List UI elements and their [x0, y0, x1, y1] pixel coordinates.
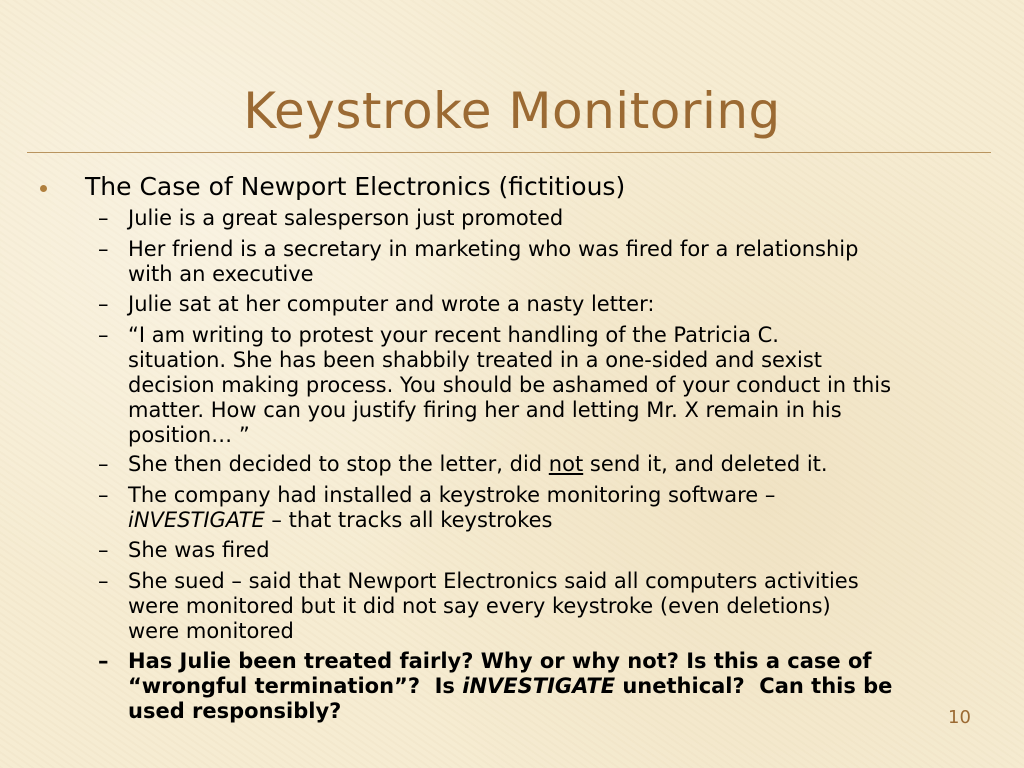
dash-marker: –	[98, 292, 109, 316]
dash-marker: –	[98, 323, 109, 347]
sub-bullet-text: Julie sat at her computer and wrote a nasty letter:	[128, 292, 655, 316]
dash-marker: –	[98, 237, 109, 261]
dash-marker: –	[98, 538, 109, 562]
page-number: 10	[948, 707, 971, 728]
dash-marker: –	[98, 206, 109, 230]
dash-marker: –	[98, 649, 109, 673]
sub-bullet-text: Her friend is a secretary in marketing who was fired for a relationship with an executive	[128, 237, 859, 286]
sub-bullet-text: Julie is a great salesperson just promoted	[128, 206, 564, 230]
sub-bullet-text: The company had installed a keystroke monitoring software – iNVESTIGATE – that tracks all keystrokes	[128, 483, 776, 532]
slide-title: Keystroke Monitoring	[243, 82, 781, 140]
main-bullet-text: The Case of Newport Electronics (fictitious)	[85, 172, 626, 201]
sub-bullet-text: She sued – said that Newport Electronics said all computers activities were monitored but it did not say every keystroke (even deletions) were monitored	[128, 569, 859, 643]
letter-quote: “I am writing to protest your recent handling of the Patricia C. situation. She has been shabbily treated in a one-sided and sexist decision making process. You should be ashamed of your conduct in this matter. How can you justify firing her and letting Mr. X remain in his position… ”	[128, 323, 892, 447]
bullet-dot-icon	[40, 185, 47, 192]
discussion-question: Has Julie been treated fairly? Why or why not? Is this a case of “wrongful termination”? Is iNVESTIGATE unethical? Can this be used responsibly?	[128, 649, 893, 723]
dash-marker: –	[98, 483, 109, 507]
sub-bullet-text: She then decided to stop the letter, did not send it, and deleted it.	[128, 452, 828, 476]
dash-marker: –	[98, 569, 109, 593]
sub-bullet-text: She was fired	[128, 538, 270, 562]
dash-marker: –	[98, 452, 109, 476]
title-divider	[27, 152, 991, 153]
